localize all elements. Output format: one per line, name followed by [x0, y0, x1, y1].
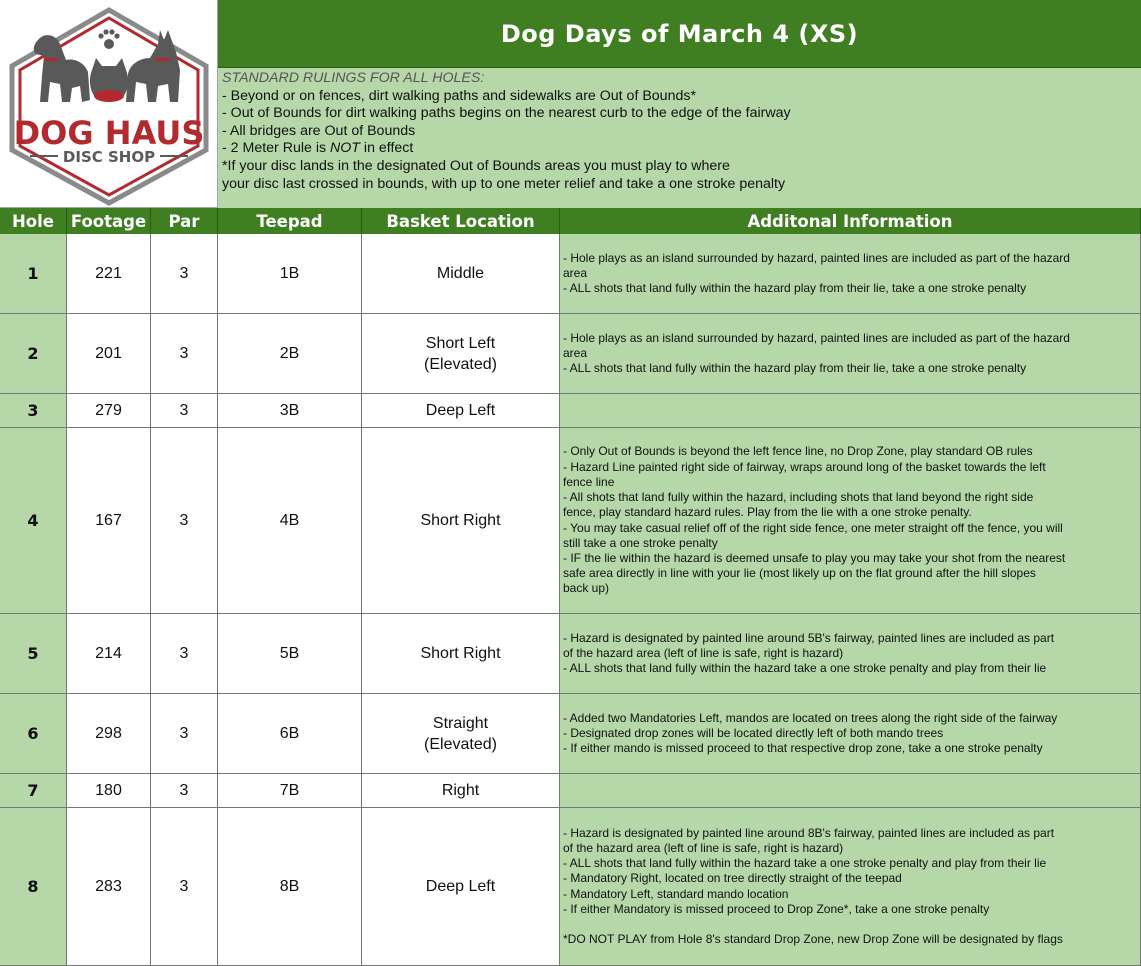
teepad-value-text: 3B	[279, 402, 300, 419]
hole-number	[0, 314, 67, 394]
footage-value-text: 283	[95, 878, 122, 895]
par-value-text: 3	[179, 345, 189, 362]
par-value	[151, 614, 218, 694]
teepad-value-text: 2B	[279, 345, 300, 362]
basket-line: Straight	[432, 714, 489, 732]
teepad-value	[218, 774, 362, 808]
footage-value-text: 298	[95, 725, 122, 742]
info-line: - Hazard is designated by painted line around 5B's fairway, painted lines are included as part	[563, 630, 1055, 645]
info-line: - If either mando is missed proceed to that respective drop zone, take a one stroke penalty	[563, 741, 1043, 756]
hole-number	[0, 808, 67, 966]
hole-number	[0, 694, 67, 774]
additional-info	[560, 808, 1141, 966]
hole-number-text: 8	[27, 877, 39, 896]
info-line: safe area directly in line with your lie (most likely up on the flat ground after the hill slopes	[563, 566, 1036, 581]
par-value	[151, 774, 218, 808]
info-line: - Hazard Line painted right side of fairway, wraps around long of the basket towards the left	[563, 459, 1046, 474]
footage-value-text: 180	[95, 782, 122, 799]
teepad-value	[218, 234, 362, 314]
par-value-text: 3	[179, 782, 189, 799]
teepad-value	[218, 614, 362, 694]
teepad-value-text: 1B	[279, 265, 300, 282]
basket-line: Short Right	[420, 645, 501, 662]
ruling-line: - All bridges are Out of Bounds	[222, 122, 416, 139]
par-value-text: 3	[179, 645, 189, 662]
rulings-heading: STANDARD RULINGS FOR ALL HOLES:	[222, 70, 485, 86]
basket-line: Short Left	[425, 334, 496, 352]
col-header-footage: Footage	[67, 208, 151, 234]
par-value-text: 3	[179, 725, 189, 742]
info-line: of the hazard area (left of line is safe, right is hazard)	[563, 840, 844, 855]
hole-number-text: 4	[27, 511, 39, 530]
basket-line: Deep Left	[425, 402, 496, 419]
hole-number-text: 6	[27, 724, 39, 743]
additional-info	[560, 428, 1141, 614]
footage-value	[67, 808, 151, 966]
standard-rulings	[218, 68, 1141, 208]
info-line: *DO NOT PLAY from Hole 8's standard Drop Zone, new Drop Zone will be designated by flags	[563, 932, 1063, 947]
par-value	[151, 314, 218, 394]
info-line: - ALL shots that land fully within the hazard take a one stroke penalty and play from their lie	[563, 856, 1047, 871]
teepad-value	[218, 808, 362, 966]
footage-value-text: 221	[95, 265, 122, 282]
additional-info	[560, 694, 1141, 774]
teepad-value-text: 8B	[279, 878, 300, 895]
par-value-text: 3	[179, 512, 189, 529]
teepad-value-text: 7B	[279, 782, 300, 799]
ruling-line: your disc last crossed in bounds, with up to one meter relief and take a one stroke penalty	[222, 175, 786, 192]
info-line: - ALL shots that land fully within the hazard take a one stroke penalty and play from their lie	[563, 661, 1047, 676]
info-line: - Hole plays as an island surrounded by hazard, painted lines are included as part of the hazard	[563, 250, 1070, 265]
info-line: - You may take casual relief off of the right side fence, one meter straight off the fence, you will	[563, 520, 1063, 535]
hole-number	[0, 234, 67, 314]
col-header-hole: Hole	[0, 208, 67, 234]
teepad-value	[218, 394, 362, 428]
par-value-text: 3	[179, 402, 189, 419]
additional-info	[560, 234, 1141, 314]
col-header-basket: Basket Location	[362, 208, 560, 234]
logo-brand-bottom: DISC SHOP	[62, 148, 156, 166]
hole-number-text: 7	[27, 781, 39, 800]
par-value	[151, 234, 218, 314]
basket-location	[362, 394, 560, 428]
par-value	[151, 808, 218, 966]
info-line: - If either Mandatory is missed proceed to Drop Zone*, take a one stroke penalty	[563, 901, 990, 916]
info-line: area	[563, 345, 588, 360]
hole-number	[0, 614, 67, 694]
info-line: - Added two Mandatories Left, mandos are located on trees along the right side of the fairway	[563, 710, 1058, 725]
info-line: fence, play standard hazard rules. Play from the lie with a one stroke penalty.	[563, 505, 972, 520]
basket-location	[362, 314, 560, 394]
additional-info	[560, 614, 1141, 694]
teepad-value-text: 6B	[279, 725, 300, 742]
hole-number-text: 2	[27, 344, 39, 363]
info-line: - Only Out of Bounds is beyond the left fence line, no Drop Zone, play standard OB rules	[563, 444, 1033, 459]
basket-line: (Elevated)	[424, 355, 497, 373]
par-value	[151, 428, 218, 614]
footage-value-text: 167	[95, 512, 122, 529]
teepad-value-text: 5B	[279, 645, 300, 662]
info-line: back up)	[563, 581, 610, 596]
footage-value	[67, 234, 151, 314]
basket-line: Right	[441, 782, 480, 799]
info-line: - All shots that land fully within the hazard, including shots that land beyond the right side	[563, 490, 1034, 505]
dog-house-logo-icon	[0, 0, 218, 208]
footage-value	[67, 774, 151, 808]
footage-value-text: 214	[95, 645, 122, 662]
footage-value-text: 279	[95, 402, 122, 419]
col-header-par: Par	[151, 208, 218, 234]
logo-cell	[0, 0, 218, 208]
teepad-value-text: 4B	[279, 512, 300, 529]
ruling-not-emphasis: NOT	[330, 140, 360, 157]
info-line: fence line	[563, 474, 615, 489]
footage-value	[67, 694, 151, 774]
basket-location	[362, 428, 560, 614]
hole-number-text: 1	[27, 264, 39, 283]
footage-value	[67, 428, 151, 614]
info-line: area	[563, 265, 588, 280]
ruling-line: - 2 Meter Rule is NOT in effect	[222, 140, 414, 157]
info-line: - Mandatory Left, standard mando location	[563, 886, 789, 901]
teepad-value	[218, 694, 362, 774]
hole-number-text: 3	[27, 401, 39, 420]
additional-info	[560, 314, 1141, 394]
hole-number-text: 5	[27, 644, 39, 663]
par-value-text: 3	[179, 878, 189, 895]
footage-value	[67, 614, 151, 694]
basket-line: Short Right	[420, 512, 501, 529]
additional-info	[560, 394, 1141, 428]
info-line	[563, 917, 1136, 932]
basket-location	[362, 774, 560, 808]
info-line: - Hole plays as an island surrounded by hazard, painted lines are included as part of the hazard	[563, 330, 1070, 345]
ruling-line: - Beyond or on fences, dirt walking paths and sidewalks are Out of Bounds*	[222, 87, 696, 104]
basket-location	[362, 234, 560, 314]
basket-line: Deep Left	[425, 878, 496, 895]
additional-info	[560, 774, 1141, 808]
info-line: - Designated drop zones will be located directly left of both mando trees	[563, 725, 944, 740]
teepad-value	[218, 314, 362, 394]
hole-number	[0, 428, 67, 614]
info-line: - ALL shots that land fully within the hazard play from their lie, take a one stroke penalty	[563, 281, 1027, 296]
basket-line: Middle	[436, 265, 485, 282]
footage-value	[67, 314, 151, 394]
basket-location	[362, 808, 560, 966]
hole-number	[0, 394, 67, 428]
col-header-info: Additonal Information	[560, 208, 1141, 234]
info-line: - IF the lie within the hazard is deemed unsafe to play you may take your shot from the nearest	[563, 550, 1066, 565]
basket-location	[362, 614, 560, 694]
page-title: Dog Days of March 4 (XS)	[218, 0, 1141, 68]
basket-location	[362, 694, 560, 774]
par-value	[151, 694, 218, 774]
ruling-line: - Out of Bounds for dirt walking paths begins on the nearest curb to the edge of the fairway	[222, 105, 791, 122]
info-line: - Hazard is designated by painted line around 8B's fairway, painted lines are included as part	[563, 825, 1055, 840]
basket-line: (Elevated)	[424, 735, 497, 753]
info-line: of the hazard area (left of line is safe, right is hazard)	[563, 645, 844, 660]
info-line: - Mandatory Right, located on tree directly straight of the teepad	[563, 871, 902, 886]
col-header-teepad: Teepad	[218, 208, 362, 234]
info-line: - ALL shots that land fully within the hazard play from their lie, take a one stroke penalty	[563, 361, 1027, 376]
footage-value-text: 201	[95, 345, 122, 362]
logo-brand-top: DOG HAUS	[13, 114, 205, 152]
par-value-text: 3	[179, 265, 189, 282]
par-value	[151, 394, 218, 428]
footage-value	[67, 394, 151, 428]
teepad-value	[218, 428, 362, 614]
hole-number	[0, 774, 67, 808]
info-line: still take a one stroke penalty	[563, 535, 718, 550]
ruling-line: *If your disc lands in the designated Out of Bounds areas you must play to where	[222, 157, 730, 174]
